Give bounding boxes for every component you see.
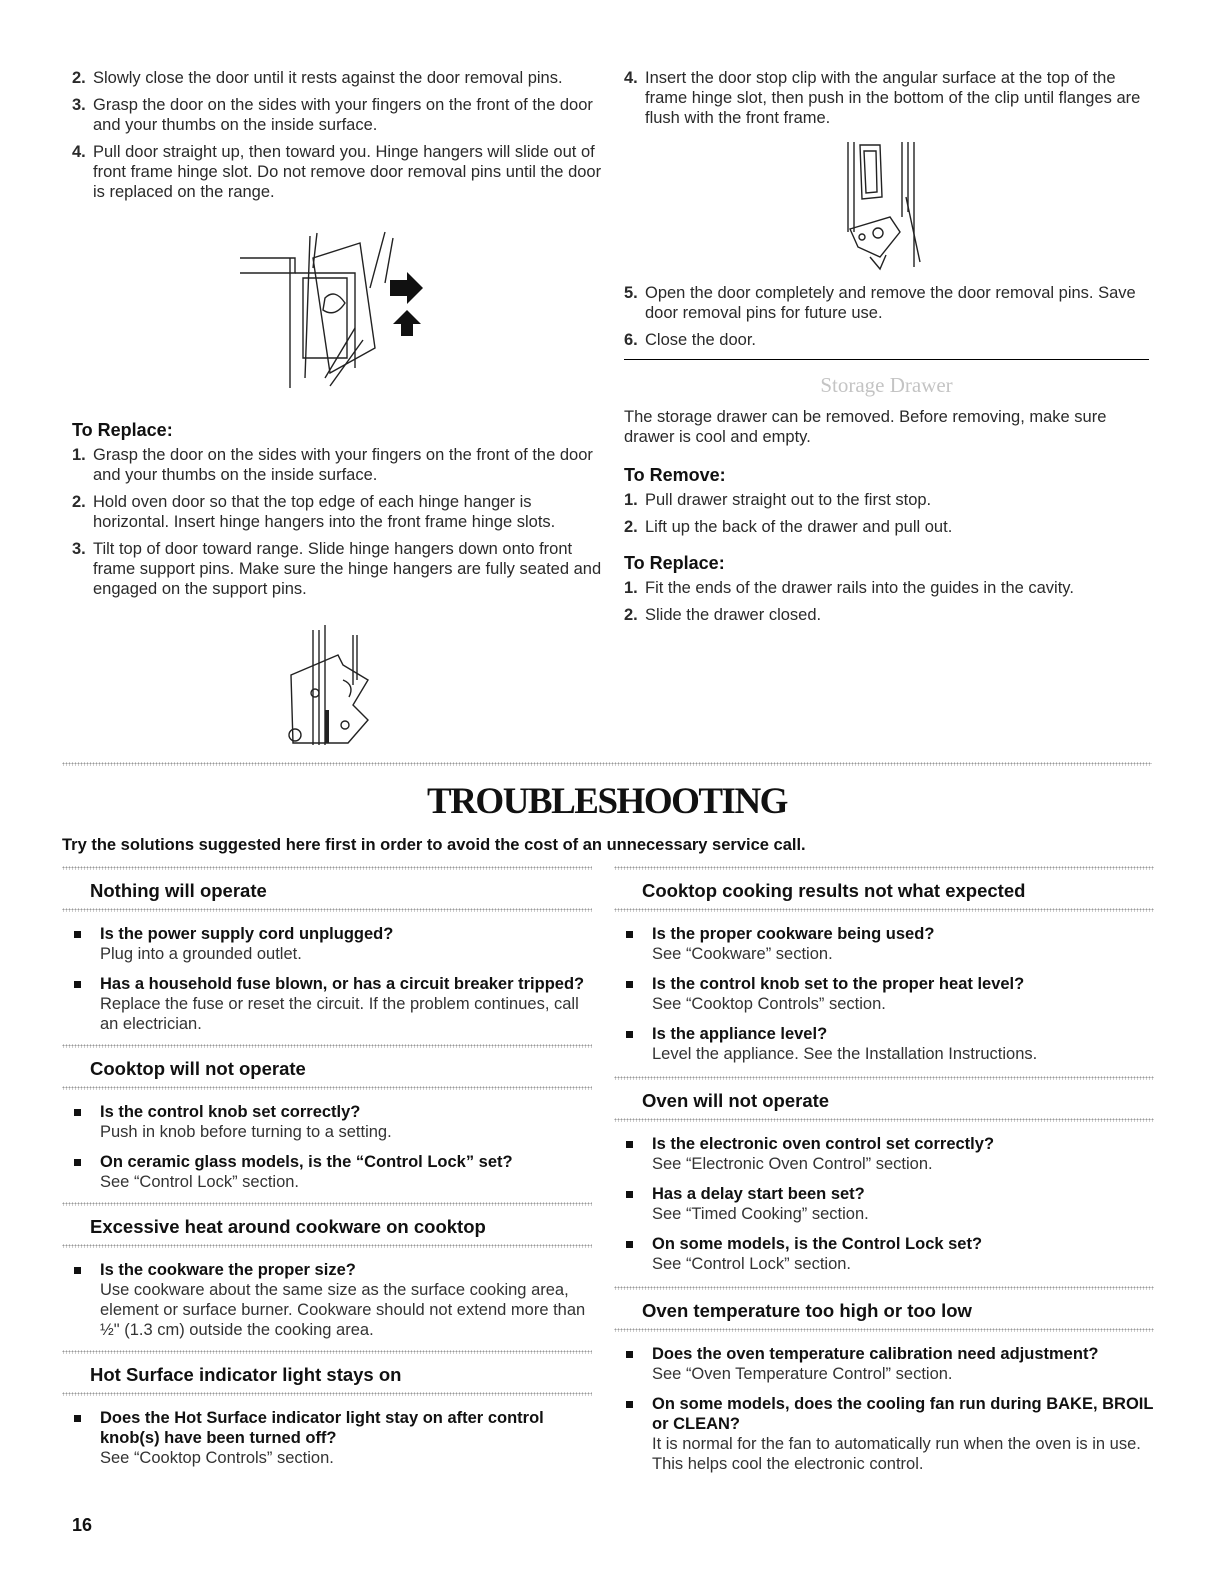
- bullet-icon: [626, 1241, 633, 1248]
- ts-section-heading: Cooktop cooking results not what expected: [642, 880, 1026, 901]
- step-item: 2. Lift up the back of the drawer and pull out.: [624, 518, 953, 536]
- storage-drawer-intro: The storage drawer can be removed. Before removing, make sure drawer is cool and empty.: [624, 408, 1107, 446]
- ts-item: Has a delay start been set? See “Timed Cooking” section.: [614, 1184, 1154, 1224]
- step-item: 5. Open the door completely and remove the door removal pins. Save door removal pins for future use.: [624, 284, 1136, 322]
- step-item: 6. Close the door.: [624, 331, 756, 349]
- troubleshooting-top-rule: [62, 762, 1152, 766]
- ts-item: On some models, does the cooling fan run during BAKE, BROIL or CLEAN? It is normal for the fan to automatically run when the oven is in use. This helps cool the electronic control.: [614, 1394, 1154, 1474]
- ts-section: [62, 1350, 592, 1468]
- step-item: 3. Tilt top of door toward range. Slide hinge hangers down onto front frame support pins. Make sure the hinge hangers are fully seated and engaged on the support pins.: [72, 540, 602, 598]
- to-remove-heading: To Remove:: [624, 465, 726, 485]
- door-removal-illustration: [235, 228, 445, 398]
- bullet-icon: [626, 931, 633, 938]
- page-number: 16: [72, 1515, 93, 1535]
- drawer-replace-heading: To Replace:: [624, 553, 725, 573]
- ts-section: [614, 866, 1154, 1064]
- ts-section-heading: Oven will not operate: [642, 1090, 830, 1111]
- ts-item: Is the appliance level? Level the appliance. See the Installation Instructions.: [614, 1024, 1154, 1064]
- section-divider: [624, 359, 1149, 360]
- ts-section: [62, 1044, 592, 1192]
- ts-item: Is the cookware the proper size? Use cookware about the same size as the surface cooking area, element or surface burner. Cookware should not extend more than ½" (1.3 cm) outside the cooking area.: [62, 1260, 592, 1340]
- ts-item: Has a household fuse blown, or has a circuit breaker tripped? Replace the fuse or reset the circuit. If the problem continues, call an electrician.: [62, 974, 592, 1034]
- step-item: 2. Hold oven door so that the top edge of each hinge hanger is horizontal. Insert hinge hangers into the front frame hinge slots.: [72, 493, 556, 531]
- to-replace-heading: To Replace:: [72, 420, 173, 440]
- ts-item: Is the electronic oven control set correctly? See “Electronic Oven Control” section.: [614, 1134, 1154, 1174]
- ts-section: [62, 1202, 592, 1340]
- bullet-icon: [74, 1159, 81, 1166]
- bullet-icon: [626, 1031, 633, 1038]
- ts-section-heading: Excessive heat around cookware on cooktop: [90, 1216, 486, 1237]
- step-item: 1. Grasp the door on the sides with your fingers on the front of the door and your thumbs on the inside surface.: [72, 446, 593, 484]
- step-item: 2. Slide the drawer closed.: [624, 606, 822, 624]
- bullet-icon: [626, 1141, 633, 1148]
- troubleshooting-title: TROUBLESHOOTING: [427, 781, 787, 822]
- bullet-icon: [626, 981, 633, 988]
- ts-section-heading: Hot Surface indicator light stays on: [90, 1364, 402, 1385]
- storage-drawer-title: Storage Drawer: [820, 373, 953, 397]
- bullet-icon: [626, 1191, 633, 1198]
- remove-steps: [614, 490, 1154, 544]
- step-item: 4. Insert the door stop clip with the angular surface at the top of the frame hinge slot, then push in the bottom of the clip until flanges are flush with the front frame.: [624, 69, 1141, 127]
- ts-section: [62, 866, 592, 1034]
- drawer-replace-steps: [614, 578, 1154, 632]
- troubleshooting-left-column: [62, 866, 592, 1478]
- ts-item: Does the Hot Surface indicator light stay on after control knob(s) have been turned off? See “Cooktop Controls” section.: [62, 1408, 592, 1468]
- step-item: 2. Slowly close the door until it rests against the door removal pins.: [72, 69, 563, 87]
- ts-item: Is the proper cookware being used? See “Cookware” section.: [614, 924, 1154, 964]
- ts-section-heading: Oven temperature too high or too low: [642, 1300, 972, 1321]
- ts-item: Is the control knob set correctly? Push in knob before turning to a setting.: [62, 1102, 592, 1142]
- ts-item: Is the control knob set to the proper heat level? See “Cooktop Controls” section.: [614, 974, 1154, 1014]
- ts-section-heading: Cooktop will not operate: [90, 1058, 306, 1079]
- bullet-icon: [74, 981, 81, 988]
- step-item: 1. Pull drawer straight out to the first stop.: [624, 491, 932, 509]
- troubleshooting-intro: Try the solutions suggested here first in order to avoid the cost of an unnecessary service call.: [62, 836, 806, 854]
- bullet-icon: [74, 1109, 81, 1116]
- ts-item: Does the oven temperature calibration need adjustment? See “Oven Temperature Control” section.: [614, 1344, 1154, 1384]
- bullet-icon: [74, 931, 81, 938]
- bullet-icon: [74, 1415, 81, 1422]
- ts-item: On ceramic glass models, is the “Control Lock” set? See “Control Lock” section.: [62, 1152, 592, 1192]
- bullet-icon: [626, 1351, 633, 1358]
- hinge-hanger-illustration: [283, 625, 383, 750]
- ts-item: On some models, is the Control Lock set? See “Control Lock” section.: [614, 1234, 1154, 1274]
- right-mid-steps: [614, 283, 1154, 357]
- left-top-steps: [62, 68, 602, 209]
- ts-section-heading: Nothing will operate: [90, 880, 267, 901]
- bullet-icon: [626, 1401, 633, 1408]
- step-item: 3. Grasp the door on the sides with your fingers on the front of the door and your thumbs on the inside surface.: [72, 96, 593, 134]
- door-stop-clip-illustration: [840, 137, 930, 272]
- step-item: 1. Fit the ends of the drawer rails into the guides in the cavity.: [624, 579, 1074, 597]
- troubleshooting-right-column: [614, 866, 1154, 1484]
- right-top-steps: [614, 68, 1154, 135]
- ts-section: [614, 1076, 1154, 1274]
- left-replace-steps: [62, 445, 602, 606]
- step-item: 4. Pull door straight up, then toward you. Hinge hangers will slide out of front frame hinge slot. Do not remove door removal pins until the door is replaced on the range.: [72, 143, 602, 201]
- ts-section: [614, 1286, 1154, 1474]
- ts-item: Is the power supply cord unplugged? Plug into a grounded outlet.: [62, 924, 592, 964]
- bullet-icon: [74, 1267, 81, 1274]
